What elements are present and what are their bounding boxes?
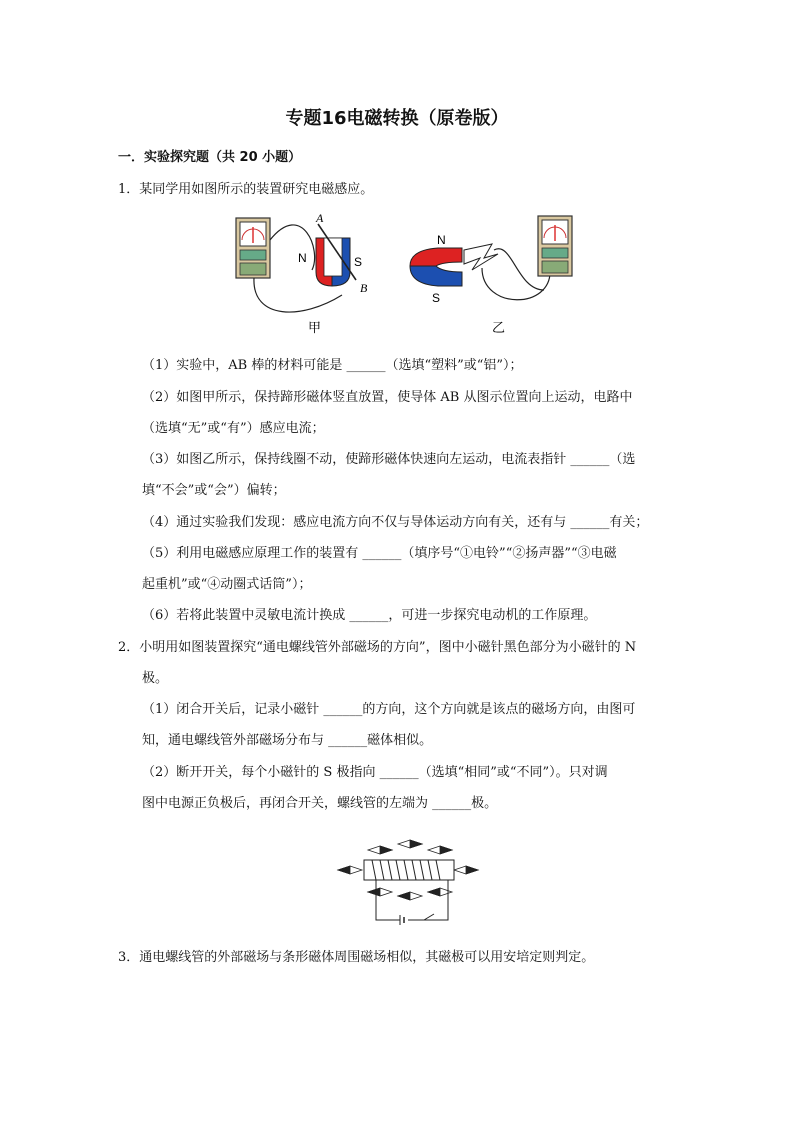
u-magnet-yi — [410, 248, 462, 286]
section-heading: 一．实验探究题（共 20 小题） — [118, 150, 302, 165]
q1-part1: （1）实验中，AB 棒的材料可能是 ______（选填“塑料”或“铝”）； — [142, 358, 523, 373]
label-S2: S — [432, 291, 441, 305]
q2-part2-line1: （2）断开开关，每个小磁针的 S 极指向 ______（选填“相同”或“不同”）。只对调 — [142, 765, 608, 780]
galvanometer-left — [236, 218, 270, 278]
q2-stem-line1: 2．小明用如图装置探究“通电螺线管外部磁场的方向”，图中小磁针黑色部分为小磁针的 N — [118, 640, 637, 655]
q2-part1-line1: （1）闭合开关后，记录小磁针 ______的方向，这个方向就是该点的磁场方向，由图可 — [142, 702, 636, 717]
galvanometer-right — [538, 216, 572, 276]
q3-stem: 3．通电螺线管的外部磁场与条形磁体周围磁场相似，其磁极可以用安培定则判定。 — [118, 950, 595, 965]
q1-part2-line2: （选填“无”或“有”）感应电流； — [142, 421, 325, 436]
q1-part5-line2: 起重机”或“④动圈式话筒”）； — [142, 577, 312, 592]
q1-figure — [232, 210, 582, 338]
q1-stem: 1．某同学用如图所示的装置研究电磁感应。 — [118, 182, 374, 197]
label-N1: N — [298, 251, 307, 265]
label-jia: 甲 — [308, 321, 322, 336]
q1-part6: （6）若将此装置中灵敏电流计换成 ______，可进一步探究电动机的工作原理。 — [142, 608, 597, 623]
q2-part2-line2: 图中电源正负极后，再闭合开关，螺线管的左端为 ______极。 — [142, 796, 498, 811]
q1-part3-line1: （3）如图乙所示，保持线圈不动，使蹄形磁体快速向左运动，电流表指针 ______（选 — [142, 452, 636, 467]
q1-part4: （4）通过实验我们发现：感应电流方向不仅与导体运动方向有关，还有与 ______有关； — [142, 515, 649, 530]
q2-part1-line2: 知，通电螺线管外部磁场分布与 ______磁体相似。 — [142, 733, 433, 748]
u-magnet-jia — [316, 224, 356, 286]
label-S1: S — [354, 255, 363, 269]
q1-part5-line1: （5）利用电磁感应原理工作的装置有 ______（填序号“①电铃”“②扬声器”“③电磁 — [142, 546, 617, 561]
q2-solenoid-figure — [328, 836, 488, 928]
q2-stem-line2: 极。 — [142, 671, 169, 686]
label-N2: N — [437, 233, 446, 247]
q1-part3-line2: 填“不会”或“会”）偏转； — [142, 483, 286, 498]
label-B: B — [360, 281, 368, 295]
page-title: 专题16电磁转换（原卷版） — [285, 108, 509, 129]
label-yi: 乙 — [492, 321, 506, 336]
q1-part2-line1: （2）如图甲所示，保持蹄形磁体竖直放置，使导体 AB 从图示位置向上运动，电路中 — [142, 390, 633, 405]
label-A: A — [316, 211, 324, 225]
